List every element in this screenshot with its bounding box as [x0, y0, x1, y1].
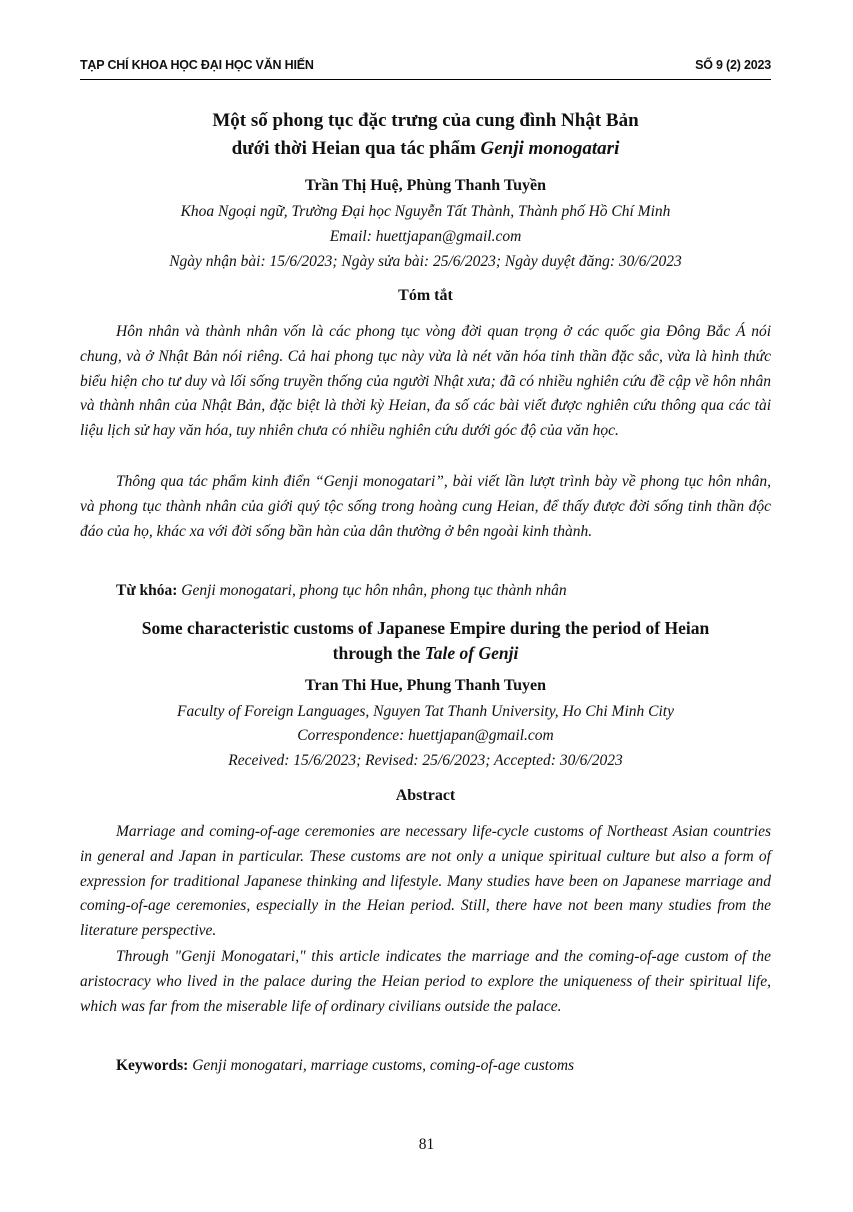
- en-keywords-label: Keywords:: [116, 1057, 189, 1074]
- en-affiliation: Faculty of Foreign Languages, Nguyen Tat Thanh University, Ho Chi Minh City: [177, 703, 674, 720]
- vi-keywords-label: Từ khóa:: [116, 582, 178, 599]
- vi-affiliation: Khoa Ngoại ngữ, Trường Đại học Nguyễn Tất Thành, Thành phố Hồ Chí Minh: [180, 203, 671, 220]
- en-keywords-text: Genji monogatari, marriage customs, coming-of-age customs: [188, 1057, 575, 1074]
- en-dates: Received: 15/6/2023; Revised: 25/6/2023; Accepted: 30/6/2023: [228, 752, 623, 769]
- en-title-line-2: through the Tale of Genji: [332, 643, 519, 663]
- en-email: Correspondence: huettjapan@gmail.com: [297, 727, 554, 744]
- vi-abstract-paragraph-2: Thông qua tác phẩm kinh điển “Genji monogatari”, bài viết lần lượt trình bày về phong tục hôn nhân, và phong tục thành nhân của giới quý tộc sống trong hoàng cung Heian, để thấy được đời sống tinh thần độc đáo của họ, khác xa với đời sống bần hàn của dân thường ở bên ngoài kinh thành.: [80, 473, 771, 540]
- page-number: 81: [418, 1136, 435, 1153]
- en-keywords: [116, 1057, 771, 1075]
- issue-number: SỐ 9 (2) 2023: [695, 58, 771, 72]
- vi-dates: Ngày nhận bài: 15/6/2023; Ngày sửa bài: 25/6/2023; Ngày duyệt đăng: 30/6/2023: [169, 253, 682, 270]
- header-rule: [80, 79, 771, 80]
- vi-keywords: [116, 582, 771, 600]
- en-abstract-paragraph-1: Marriage and coming-of-age ceremonies are necessary life-cycle customs of Northeast Asian countries in general and Japan in particular. These customs are not only a unique spiritual culture but also a form of expression for traditional Japanese thinking and lifestyle. Many studies have been on Japanese marriage and coming-of-age ceremonies, especially in the Heian period. Still, there have not been many studies from the literature perspective.: [80, 823, 771, 940]
- en-abstract-paragraph-2: Through "Genji Monogatari," this article indicates the marriage and the coming-of-age custom of the aristocracy who lived in the palace during the Heian period to explore the uniqueness of their spiritual life, which was far from the miserable life of ordinary civilians outside the palace.: [80, 948, 771, 1015]
- running-header: [80, 56, 771, 78]
- vi-authors: Trần Thị Huệ, Phùng Thanh Tuyền: [304, 177, 546, 194]
- vi-abstract-paragraph-1: Hôn nhân và thành nhân vốn là các phong tục vòng đời quan trọng ở các quốc gia Đông Bắc Á nói chung, và ở Nhật Bản nói riêng. Cả hai phong tục này vừa là nét văn hóa tinh thần đặc sắc, vừa là hình thức biểu hiện cho tư duy và lối sống truyền thống của người Nhật xưa; đã có nhiều nghiên cứu đề cập về hôn nhân và thành nhân của Nhật Bản, đặc biệt là thời kỳ Heian, đa số các bài viết được nghiên cứu thông qua các tài liệu lịch sử hay văn hóa, tuy nhiên chưa có nhiều nghiên cứu dưới góc độ của văn học.: [80, 323, 771, 440]
- vi-email: Email: huettjapan@gmail.com: [329, 228, 522, 245]
- en-authors: Tran Thi Hue, Phung Thanh Tuyen: [304, 677, 546, 694]
- vi-keywords-text: Genji monogatari, phong tục hôn nhân, phong tục thành nhân: [177, 582, 567, 599]
- vi-title-line-1: Một số phong tục đặc trưng của cung đình Nhật Bản: [212, 110, 639, 131]
- vi-title-line-2: dưới thời Heian qua tác phẩm Genji monogatari: [231, 138, 620, 159]
- journal-name: TẠP CHÍ KHOA HỌC ĐẠI HỌC VĂN HIẾN: [80, 58, 314, 72]
- en-abstract-heading: Abstract: [395, 787, 456, 804]
- vi-abstract-heading: Tóm tắt: [398, 287, 453, 304]
- en-title-line-1: Some characteristic customs of Japanese Empire during the period of Heian: [141, 618, 710, 638]
